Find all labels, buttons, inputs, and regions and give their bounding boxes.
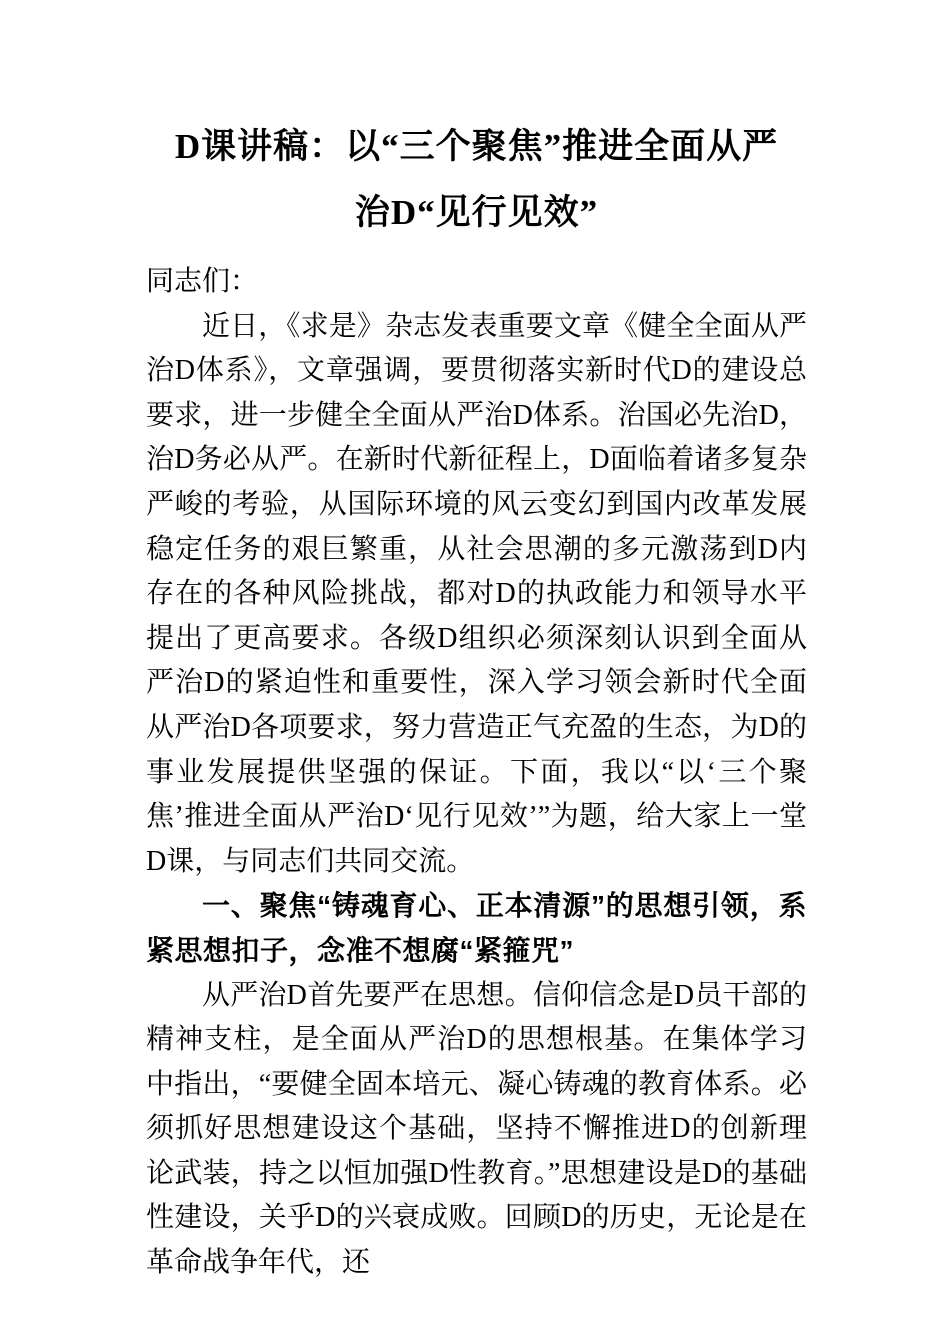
document-title [146, 114, 807, 246]
section-1-heading: 一、聚焦“铸魂育心、正本清源”的思想引领，系紧思想扣子，念准不想腐“紧箍咒” [146, 890, 807, 966]
salutation: 同志们： [146, 266, 259, 297]
intro-paragraph: 近日，《求是》杂志发表重要文章《健全全面从严治D体系》，文章强调，要贯彻落实新时代D的建设总要求，进一步健全全面从严治D体系。治国必先治D，治D务必从严。在新时代新征程上，D面临着诸多复杂严峻的考验，从国际环境的风云变幻到国内改革发展稳定任务的艰巨繁重，从社会思潮的多元激荡到D内存在的各种风险挑战，都对D的执政能力和领导水平提出了更高要求。各级D组织必须深刻认识到全面从严治D的紧迫性和重要性，深入学习领会新时代全面从严治D各项要求，努力营造正气充盈的生态，为D的事业发展提供坚强的保证。下面，我以“以‘三个聚焦’推进全面从严治D‘见行见效’”为题，给大家上一堂D课，与同志们共同交流。 [146, 310, 807, 877]
document-body [146, 260, 807, 1286]
document-title-line-2: 治D“见行见效” [354, 193, 599, 232]
document-title-line-1: D课讲稿：以“三个聚焦”推进全面从严 [174, 127, 779, 166]
section-1-paragraph: 从严治D首先要严在思想。信仰信念是D员干部的精神支柱，是全面从严治D的思想根基。在集体学习中指出，“要健全固本培元、凝心铸魂的教育体系。必须抓好思想建设这个基础，坚持不懈推进D的创新理论武装，持之以恒加强D性教育。”思想建设是D的基础性建设，关乎D的兴衰成败。回顾D的历史，无论是在革命战争年代，还 [146, 979, 807, 1279]
